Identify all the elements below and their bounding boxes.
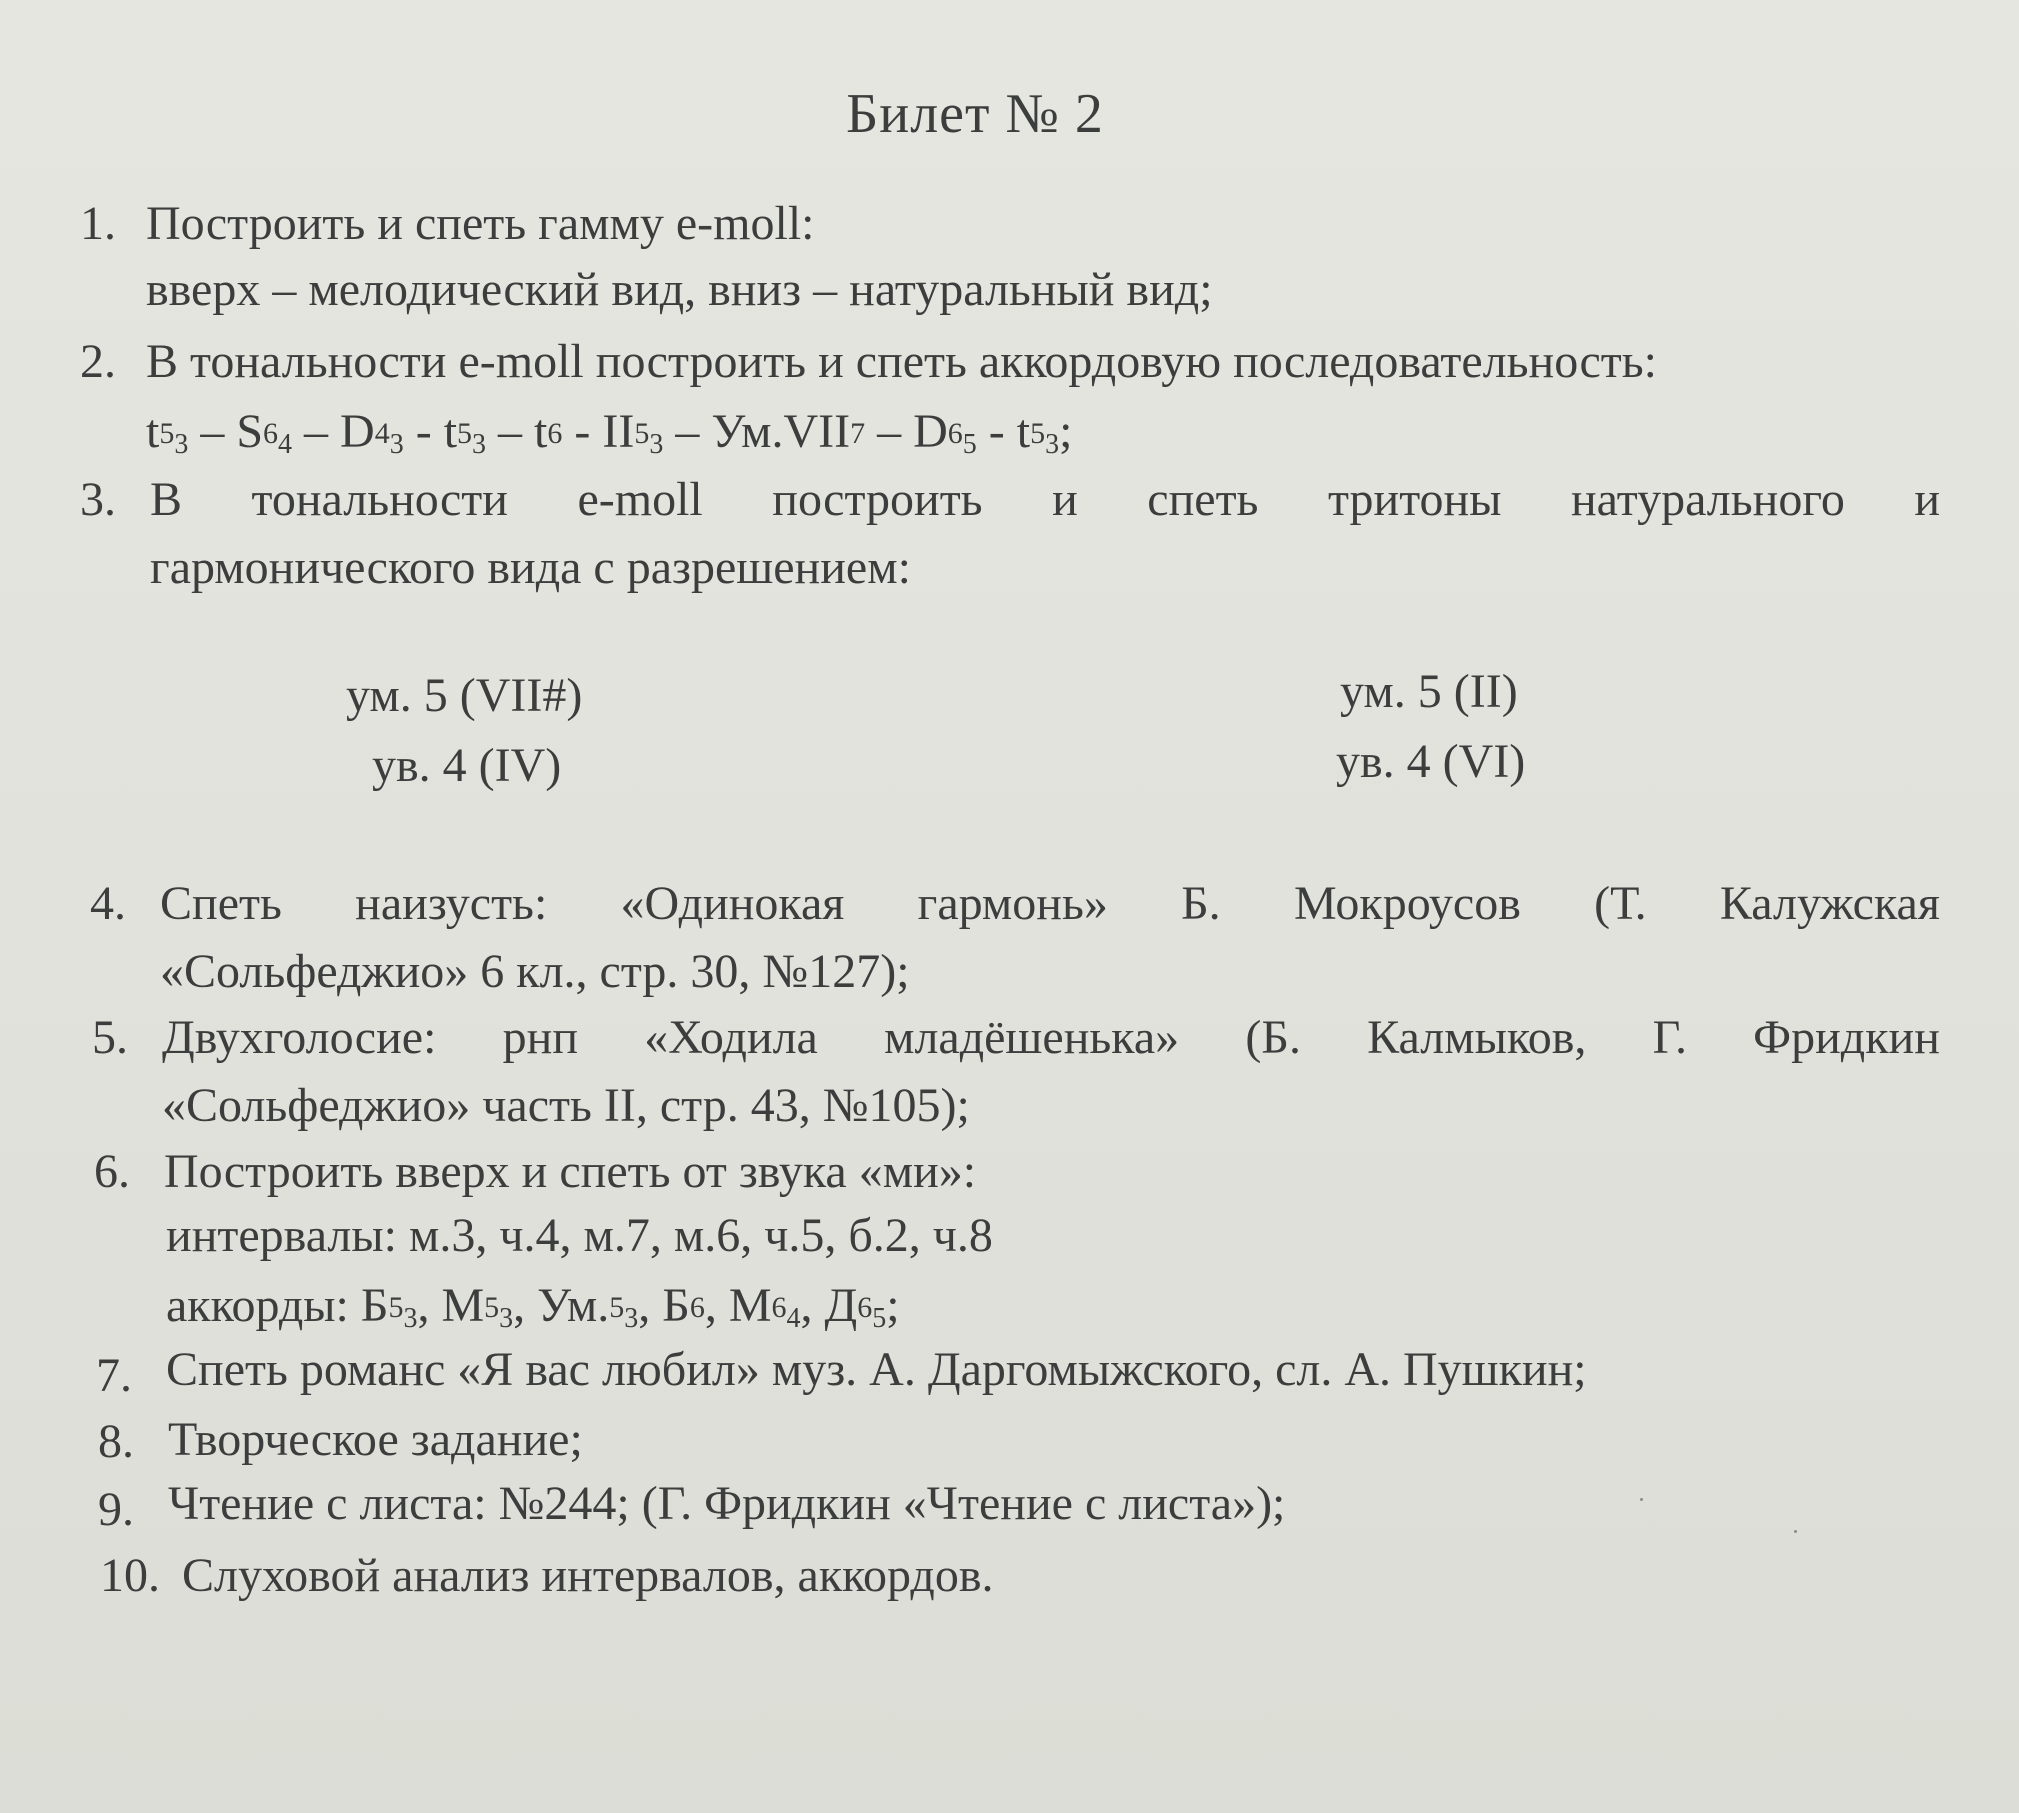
item-2-separator: – bbox=[292, 405, 341, 458]
item-5-word: Двухголосие: bbox=[162, 1011, 437, 1064]
paper-speck bbox=[1794, 1530, 1797, 1533]
item-5-word: Фридкин bbox=[1753, 1011, 1940, 1064]
item-2-number: 2. bbox=[80, 335, 116, 388]
item-3-word: построить bbox=[772, 473, 983, 526]
item-6-separator: ; bbox=[886, 1279, 900, 1332]
item-6-chords-label: аккорды: bbox=[166, 1279, 361, 1332]
item-2-separator: ; bbox=[1059, 405, 1073, 458]
item-2-separator: – bbox=[865, 405, 914, 458]
item-2-chord-symbol: $D4_3$ bbox=[340, 405, 404, 460]
item-6-line-3 bbox=[166, 1279, 900, 1334]
item-2-chord-symbol: $II5_3$ bbox=[602, 405, 664, 460]
item-9-line-1: Чтение с листа: №244; (Г. Фридкин «Чтение с листа»); bbox=[168, 1477, 1286, 1530]
item-6-number: 6. bbox=[94, 1145, 130, 1198]
item-4-word: (Т. bbox=[1594, 877, 1647, 930]
item-5-line-1 bbox=[162, 1011, 1940, 1064]
item-5-word: рнп bbox=[502, 1011, 578, 1064]
item-2-chord-symbol: $D6_5$ bbox=[913, 405, 977, 460]
item-2-separator: - bbox=[976, 405, 1017, 458]
item-7-number: 7. bbox=[96, 1349, 132, 1402]
item-1-number: 1. bbox=[80, 197, 116, 250]
item-4-number: 4. bbox=[90, 877, 126, 930]
item-3-number: 3. bbox=[80, 473, 116, 526]
item-3-word: e-moll bbox=[577, 473, 703, 526]
item-3-line-2: гармонического вида с разрешением: bbox=[150, 541, 911, 594]
item-3-word: и bbox=[1914, 473, 1940, 526]
item-6-chord-symbol: $Б5_3$ bbox=[360, 1279, 418, 1334]
item-5-word: (Б. bbox=[1245, 1011, 1301, 1064]
item-4-line-1 bbox=[160, 877, 1940, 930]
item-3-word: В bbox=[150, 473, 183, 526]
item-3-word: тональности bbox=[251, 473, 508, 526]
item-3-line-1 bbox=[150, 473, 1940, 526]
item-6-chord-symbol: $М5_3$ bbox=[441, 1279, 514, 1334]
item-4-word: Б. bbox=[1181, 877, 1221, 930]
item-7-line-1: Спеть романс «Я вас любил» муз. А. Даргомыжского, сл. А. Пушкин; bbox=[166, 1343, 1587, 1396]
item-2-line-1: В тональности e-moll построить и спеть аккордовую последовательность: bbox=[146, 335, 1657, 388]
tritone-right-1: ум. 5 (II) bbox=[1340, 665, 1518, 718]
item-6-chord-symbol: Б6 bbox=[662, 1279, 705, 1332]
item-10-number: 10. bbox=[100, 1549, 160, 1602]
ticket-title: Билет № 2 bbox=[846, 83, 1104, 145]
item-4-line-2: «Сольфеджио» 6 кл., стр. 30, №127); bbox=[160, 945, 910, 998]
item-3-word: спеть bbox=[1147, 473, 1259, 526]
item-2-chord-symbol: $t5_3$ bbox=[443, 405, 487, 460]
item-2-chord-symbol: t6 bbox=[534, 405, 563, 458]
paper-speck bbox=[1640, 1498, 1643, 1501]
item-2-separator: – bbox=[188, 405, 237, 458]
item-6-line-2: интервалы: м.3, ч.4, м.7, м.6, ч.5, б.2, ч.8 bbox=[166, 1209, 993, 1262]
item-1-line-1: Построить и спеть гамму e-moll: bbox=[146, 197, 815, 250]
item-4-word: «Одинокая bbox=[620, 877, 845, 930]
item-5-number: 5. bbox=[92, 1011, 128, 1064]
item-2-separator: - bbox=[562, 405, 603, 458]
item-2-chord-symbol: $t5_3$ bbox=[146, 405, 189, 460]
item-5-word: Калмыков, bbox=[1367, 1011, 1587, 1064]
item-2-chord-symbol: Ум.VII7 bbox=[711, 405, 866, 458]
item-1-line-2: вверх – мелодический вид, вниз – натуральный вид; bbox=[146, 263, 1213, 316]
item-2-chord-symbol: $S6_4$ bbox=[236, 405, 293, 460]
item-6-chord-symbol: $М6_4$ bbox=[728, 1279, 801, 1334]
item-9-number: 9. bbox=[98, 1483, 134, 1536]
item-4-word: Мокроусов bbox=[1293, 877, 1521, 930]
item-6-separator: , bbox=[800, 1279, 825, 1332]
item-2-chord-symbol: $t5_3$ bbox=[1016, 405, 1060, 460]
item-3-word: и bbox=[1052, 473, 1078, 526]
item-6-chord-symbol: $Ум.5_3$ bbox=[537, 1279, 639, 1334]
item-4-word: Калужская bbox=[1719, 877, 1940, 930]
item-5-word: младёшенька» bbox=[884, 1011, 1180, 1064]
item-6-chord-symbol: $Д6_5$ bbox=[824, 1279, 887, 1334]
tritone-right-2: ув. 4 (VI) bbox=[1336, 735, 1526, 788]
item-2-separator: – bbox=[663, 405, 712, 458]
item-3-word: натурального bbox=[1570, 473, 1845, 526]
item-4-word: Спеть bbox=[160, 877, 282, 930]
item-8-line-1: Творческое задание; bbox=[168, 1413, 583, 1466]
item-2-separator: - bbox=[403, 405, 444, 458]
item-8-number: 8. bbox=[98, 1415, 134, 1468]
item-3-word: тритоны bbox=[1327, 473, 1502, 526]
item-6-separator: , bbox=[417, 1279, 442, 1332]
item-6-line-1: Построить вверх и спеть от звука «ми»: bbox=[164, 1145, 977, 1198]
tritone-left-1: ум. 5 (VII#) bbox=[346, 669, 583, 722]
item-2-chord-sequence bbox=[146, 405, 1073, 460]
item-6-separator: , bbox=[638, 1279, 663, 1332]
item-2-separator: – bbox=[486, 405, 535, 458]
item-5-word: «Ходила bbox=[644, 1011, 818, 1064]
item-4-word: наизусть: bbox=[355, 877, 548, 930]
item-6-separator: , bbox=[513, 1279, 538, 1332]
item-4-word: гармонь» bbox=[917, 877, 1108, 930]
item-10-line-1: Слуховой анализ интервалов, аккордов. bbox=[182, 1549, 994, 1602]
item-5-word: Г. bbox=[1652, 1011, 1687, 1064]
item-6-separator: , bbox=[704, 1279, 729, 1332]
item-5-line-2: «Сольфеджио» часть II, стр. 43, №105); bbox=[162, 1079, 970, 1132]
tritone-left-2: ув. 4 (IV) bbox=[372, 739, 562, 792]
